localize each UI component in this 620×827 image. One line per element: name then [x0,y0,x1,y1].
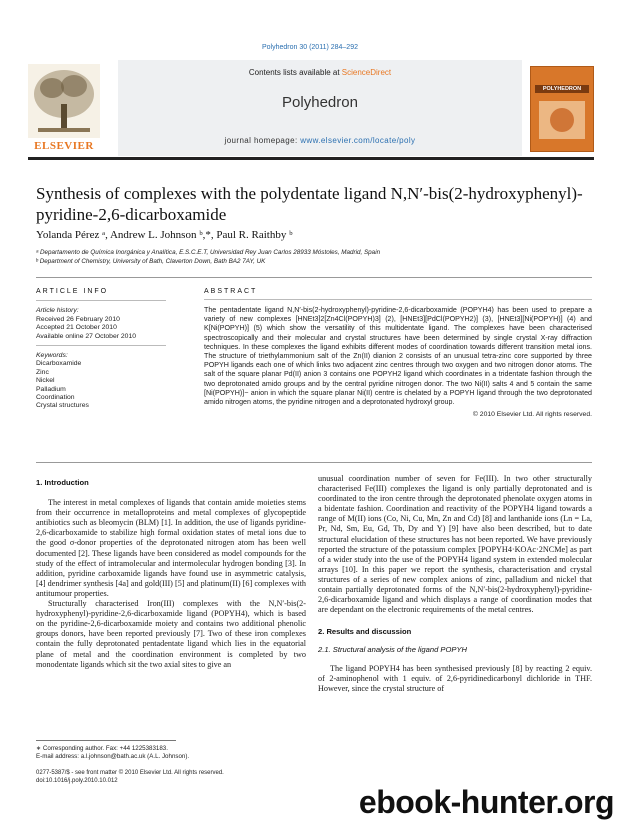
sciencedirect-link[interactable]: ScienceDirect [341,68,392,77]
journal-reference[interactable]: Polyhedron 30 (2011) 284–292 [261,44,358,51]
abstract-text: The pentadentate ligand N,N′-bis(2-hydroxyphenyl)-pyridine-2,6-dicarboxamide (POPYH4) has been used to prepare a variety of new complexes [HNEt3]2[Zn4Cl(POPYH)3] (2), [HNEt3][PdCl(POPYH2)] (3), [HNEt3][Ni(POPYH)] (4) and K[Ni(POPYH)] (5) which show the versatility of this multidentate ligand. The complexes have been characterised spectroscopically and their molecular and crystal structures have been determined by single crystal X-ray diffraction techniques. In these complexes the ligand exhibits different modes of coordination towards different transition metal ions. The structure of triethylammonium salt of the Zn(II) dianion 2 consists of an unusual tetra-zinc core supported by three POPYH ligands each one of which links two adjacent zinc centres through two oxygen and two nitrogen donor atoms. The salt of the square planar Pd(II) anion 3 contains one POPYH2 ligand which coordinates in a tridentate fashion through the two deprotonated amido groups and by the central pyridine nitrogen donor. The two Ni(II) salts 4 and 5 contain the same [Ni(POPYH)]− anion in which the square planar Ni(II) centre is chelated by a POPYH ligand through the two deprotonated amido nitrogen atoms, the pyridine nitrogen and a deprotonated hydroxyl group. [204,306,592,407]
keyword: Nickel [36,377,55,385]
affiliation-a: ᵃ Departamento de Química Inorgánica y Analítica, E.S.C.E.T, Universidad Rey Juan Carlos 28933 Móstoles, Madrid, Spain [36,249,381,256]
intro-paragraph-1: The interest in metal complexes of ligands that contain amide moieties stems from their occurrence in metalloproteins and metal complexes of glycopeptide antibiotics such as bleomycin (BLM) [1]. In addition, the use of ligands pyridine-2,6-dicarboxamide to stabilize high formal oxidation states of metal ions due to the good σ-donor properties of the deprotonated nitrogen atom has been well documented [2]. These ligands have been considered as model compounds for the study of the effect of intramolecular and intermolecular hydrogen bonding [3]. In addition, pyridine carboxamide ligands have found use in asymmetric catalysis, [4] dendrimer synthesis [4a] and gold(III) [5] and platinum(II) [6] complexes with antitumour properties. [36,498,306,598]
bottom-metadata [36,770,336,785]
info-divider [36,300,166,301]
structural-analysis-subheading: 2.1. Structural analysis of the ligand POPYH [318,645,467,655]
abstract-divider [204,299,592,300]
contents-prefix: Contents lists available at [248,68,342,77]
keyword: Dicarboxamide [36,360,82,368]
info-divider [36,345,166,346]
left-column [36,478,306,670]
article-info-heading: ARTICLE INFO [36,288,109,295]
abstract-rule [36,462,592,463]
keywords-label: Keywords: [36,352,68,360]
keyword: Coordination [36,394,75,402]
affiliation-rule [36,277,592,278]
right-column [318,474,592,694]
journal-title[interactable]: Polyhedron [282,94,358,111]
elsevier-logo[interactable] [28,64,100,152]
header-band [118,60,522,156]
homepage-prefix: journal homepage: [224,136,301,145]
affiliation-b: ᵇ Department of Chemistry, University of Bath, Claverton Down, Bath BA2 7AY, UK [36,258,266,265]
right-paragraph-1: unusual coordination number of seven for Fe(III). In two other structurally characterised Fe(III) complexes the ligand is only partially deprotonated and is coordinated to the iron centre through the deprotonated phenolate oxygen atoms in a bidentate fashion. Coordination and reactivity of the POPYH4 ligand towards a range of M(II) ions (Co, Ni, Cu, Mn, Zn and Cd) [8] and lanthanide ions (Ln = La, Pr, Nd, Sm, Eu, Gd, Tb, Dy and Y) [9] have also been described, but to date structural elucidation of these structures has not been reported. We have previously reported the structure of the potassium complex [POPYH4·KOAc·2NCMe] as part of a wider study into the use of the POPYH4 ligand system in extended molecular arrays [10]. In this paper we report the synthesis, characterisation and crystal structures of a series of new complex anions of zinc, palladium and nickel that contain partially deprotonated forms of the N,N′-bis(2-hydroxyphenyl)-pyridine-2,6-dicarboxamide ligand and which displays a range of coordination modes that are dependant on the electronic requirements of the metal centres. [318,474,592,615]
article-title: Synthesis of complexes with the polydentate ligand N,N′-bis(2-hydroxyphenyl)-pyridine-2,6-dicarboxamide [36,184,583,224]
history-online: Available online 27 October 2010 [36,332,137,340]
issn-line: 0277-5387/$ - see front matter © 2010 Elsevier Ltd. All rights reserved. [36,770,224,776]
abstract-section [204,288,592,418]
right-paragraph-2: The ligand POPYH4 has been synthesised previously [8] by reacting 2 equiv. of 2-aminophenol with 1 equiv. of 2,6-pyridinedicarbonyl dichloride in THF. However, since the crystal structure of [318,663,592,693]
cover-art-icon [531,67,593,151]
history-accepted: Accepted 21 October 2010 [36,324,117,332]
homepage-link[interactable]: www.elsevier.com/locate/poly [300,136,416,145]
history-label: Article history: [36,307,79,315]
watermark: ebook-hunter.org [358,784,614,820]
keyword: Palladium [36,385,66,393]
tree-icon [28,64,100,138]
footnote-rule [36,740,176,741]
header-rule [28,157,594,160]
contents-line [118,68,522,77]
journal-header [28,60,594,156]
journal-cover-image[interactable] [530,66,594,152]
results-heading: 2. Results and discussion [318,627,412,637]
publisher-logo-text: ELSEVIER [34,140,94,152]
journal-homepage [118,136,522,145]
history-received: Received 26 February 2010 [36,315,120,323]
footnotes [36,740,306,761]
abstract-heading: ABSTRACT [204,288,258,295]
intro-heading: 1. Introduction [36,478,89,487]
intro-paragraph-2: Structurally characterised Iron(III) complexes with the N,N′-bis(2-hydroxyphenyl)-pyridine-2,6-dicarboxamide ligand (POPYH4), which is based on the pyridine-2,6-dicarboxamide moiety and contains two additional phenolic groups donors, have been reported previously [7]. Two of these iron complexes contain the fully deprotonated pentadentate ligand which lies in the equatorial plane of metal and the coordination environment is completed by two monodentate ligands which sit the two axial sites to give an [36,599,306,669]
email-note[interactable]: E-mail address: a.l.johnson@bath.ac.uk (A.L. Johnson). [36,753,190,760]
article-info [36,288,166,411]
copyright-notice: © 2010 Elsevier Ltd. All rights reserved. [472,411,592,419]
keyword: Zinc [36,368,49,376]
cover-label: POLYHEDRON [535,85,589,93]
keyword: Crystal structures [36,402,89,410]
doi-line[interactable]: doi:10.1016/j.poly.2010.10.012 [36,777,118,784]
corresponding-author-note: ∗ Corresponding author. Fax: +44 1225383183. [36,745,168,752]
author-list: Yolanda Pérez ᵃ, Andrew L. Johnson ᵇ,*, Paul R. Raithby ᵇ [36,229,293,241]
